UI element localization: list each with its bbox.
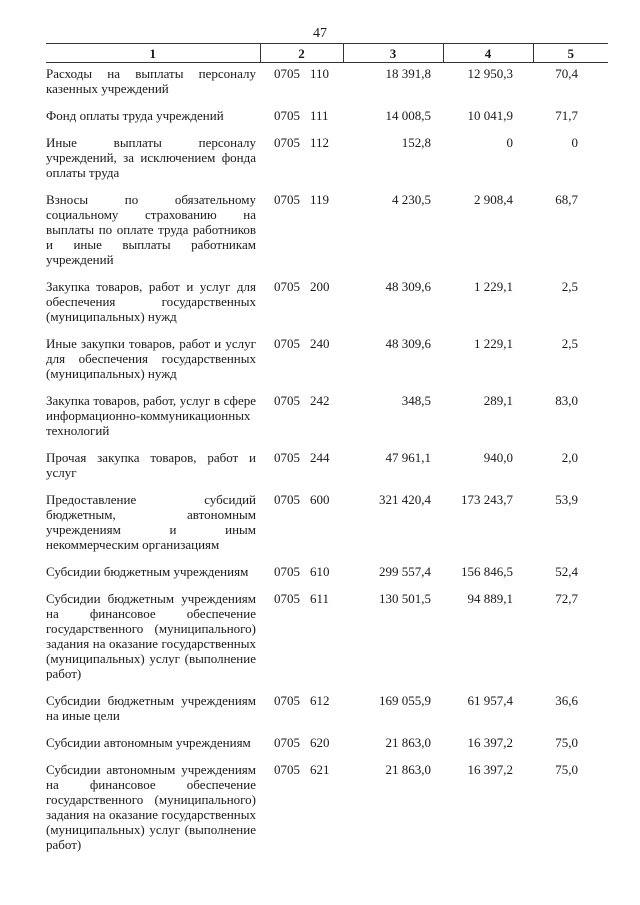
row-value-5: 2,0	[561, 450, 578, 465]
row-value-3: 21 863,0	[385, 735, 431, 750]
row-value-5: 53,9	[555, 492, 578, 507]
table-row	[46, 735, 608, 762]
row-value-5: 75,0	[555, 762, 578, 777]
column-header-5: 5	[533, 44, 608, 63]
row-section-code: 0705	[274, 762, 300, 777]
row-name: Субсидии бюджетным учреждениям на финансовое обеспечение государственного (муниципального) задания на оказание государственных (муниципальных) услуг (выполнение работ)	[46, 591, 256, 681]
row-code	[260, 393, 343, 450]
row-value-4: 940,0	[483, 450, 513, 465]
row-section-code: 0705	[274, 135, 300, 150]
row-name: Иные закупки товаров, работ и услуг для обеспечения государственных (муниципальных) нужд	[46, 336, 256, 381]
row-value-4: 1 229,1	[474, 279, 513, 294]
row-name: Субсидии автономным учреждениям на финансовое обеспечение государственного (муниципального) задания на оказание государственных (муниципальных) услуг (выполнение работ)	[46, 762, 256, 852]
row-name: Расходы на выплаты персоналу казенных учреждений	[46, 66, 256, 96]
row-value-4: 289,1	[483, 393, 513, 408]
table-row	[46, 135, 608, 192]
row-code	[260, 336, 343, 393]
row-section-code: 0705	[274, 279, 300, 294]
row-name: Закупка товаров, работ, услуг в сфере информационно-коммуникационных технологий	[46, 393, 256, 438]
table-row	[46, 564, 608, 591]
table-row	[46, 393, 608, 450]
table-row	[46, 279, 608, 336]
table-row	[46, 63, 608, 109]
table-row	[46, 762, 608, 864]
row-section-code: 0705	[274, 564, 300, 579]
row-value-5: 71,7	[555, 108, 578, 123]
row-section-code: 0705	[274, 735, 300, 750]
row-value-4: 2 908,4	[474, 192, 513, 207]
row-value-4: 16 397,2	[467, 735, 513, 750]
row-expense-code: 621	[310, 762, 330, 777]
row-value-3: 14 008,5	[385, 108, 431, 123]
table-row	[46, 450, 608, 492]
row-section-code: 0705	[274, 336, 300, 351]
row-value-4: 0	[506, 135, 513, 150]
row-expense-code: 242	[310, 393, 330, 408]
row-value-3: 348,5	[401, 393, 431, 408]
row-value-4: 94 889,1	[467, 591, 513, 606]
row-code	[260, 564, 343, 591]
row-section-code: 0705	[274, 492, 300, 507]
row-value-4: 173 243,7	[461, 492, 513, 507]
row-value-5: 36,6	[555, 693, 578, 708]
row-expense-code: 200	[310, 279, 330, 294]
row-code	[260, 492, 343, 564]
row-name: Иные выплаты персоналу учреждений, за исключением фонда оплаты труда	[46, 135, 256, 180]
row-value-4: 12 950,3	[467, 66, 513, 81]
row-value-3: 48 309,6	[385, 279, 431, 294]
row-section-code: 0705	[274, 192, 300, 207]
row-value-5: 72,7	[555, 591, 578, 606]
page-number: 47	[313, 26, 327, 41]
row-value-5: 70,4	[555, 66, 578, 81]
row-value-3: 4 230,5	[392, 192, 431, 207]
table-row	[46, 492, 608, 564]
row-value-5: 0	[571, 135, 578, 150]
row-code	[260, 735, 343, 762]
row-name: Закупка товаров, работ и услуг для обеспечения государственных (муниципальных) нужд	[46, 279, 256, 324]
row-section-code: 0705	[274, 66, 300, 81]
row-name: Прочая закупка товаров, работ и услуг	[46, 450, 256, 480]
table-row	[46, 693, 608, 735]
row-section-code: 0705	[274, 393, 300, 408]
row-expense-code: 110	[310, 66, 330, 81]
table-row	[46, 336, 608, 393]
table-row	[46, 108, 608, 135]
row-value-3: 130 501,5	[379, 591, 431, 606]
column-header-4: 4	[443, 44, 533, 63]
row-value-3: 47 961,1	[385, 450, 431, 465]
row-value-3: 48 309,6	[385, 336, 431, 351]
row-expense-code: 600	[310, 492, 330, 507]
row-value-5: 2,5	[561, 279, 578, 294]
row-name: Субсидии автономным учреждениям	[46, 735, 251, 750]
row-value-5: 52,4	[555, 564, 578, 579]
column-header-3: 3	[343, 44, 443, 63]
row-code	[260, 192, 343, 279]
budget-table	[46, 43, 608, 864]
row-value-3: 299 557,4	[379, 564, 431, 579]
row-section-code: 0705	[274, 591, 300, 606]
row-name: Субсидии бюджетным учреждениям на иные цели	[46, 693, 256, 723]
row-value-3: 18 391,8	[385, 66, 431, 81]
table-header-row	[46, 44, 608, 63]
row-value-4: 16 397,2	[467, 762, 513, 777]
row-value-3: 321 420,4	[379, 492, 431, 507]
row-section-code: 0705	[274, 693, 300, 708]
row-value-5: 75,0	[555, 735, 578, 750]
row-name: Предоставление субсидий бюджетным, автономным учреждениям и иным некоммерческим организациям	[46, 492, 256, 552]
row-value-4: 61 957,4	[467, 693, 513, 708]
row-expense-code: 111	[310, 108, 329, 123]
row-value-3: 152,8	[401, 135, 431, 150]
row-value-3: 21 863,0	[385, 762, 431, 777]
row-expense-code: 611	[310, 591, 330, 606]
table-row	[46, 591, 608, 693]
row-code	[260, 591, 343, 693]
row-expense-code: 119	[310, 192, 330, 207]
row-value-5: 2,5	[561, 336, 578, 351]
row-value-5: 83,0	[555, 393, 578, 408]
row-expense-code: 244	[310, 450, 330, 465]
row-code	[260, 108, 343, 135]
row-section-code: 0705	[274, 450, 300, 465]
row-value-5: 68,7	[555, 192, 578, 207]
row-name: Субсидии бюджетным учреждениям	[46, 564, 249, 579]
column-header-2: 2	[260, 44, 343, 63]
row-code	[260, 63, 343, 109]
row-section-code: 0705	[274, 108, 300, 123]
row-expense-code: 240	[310, 336, 330, 351]
column-header-1: 1	[46, 44, 260, 63]
row-value-4: 1 229,1	[474, 336, 513, 351]
row-name: Фонд оплаты труда учреждений	[46, 108, 224, 123]
row-value-4: 156 846,5	[461, 564, 513, 579]
row-expense-code: 610	[310, 564, 330, 579]
table-row	[46, 192, 608, 279]
row-code	[260, 450, 343, 492]
row-expense-code: 612	[310, 693, 330, 708]
row-code	[260, 279, 343, 336]
row-code	[260, 135, 343, 192]
row-value-3: 169 055,9	[379, 693, 431, 708]
row-name: Взносы по обязательному социальному страхованию на выплаты по оплате труда работников и иные выплаты работникам учреждений	[46, 192, 256, 267]
row-expense-code: 620	[310, 735, 330, 750]
row-expense-code: 112	[310, 135, 330, 150]
row-code	[260, 762, 343, 864]
row-value-4: 10 041,9	[467, 108, 513, 123]
row-code	[260, 693, 343, 735]
